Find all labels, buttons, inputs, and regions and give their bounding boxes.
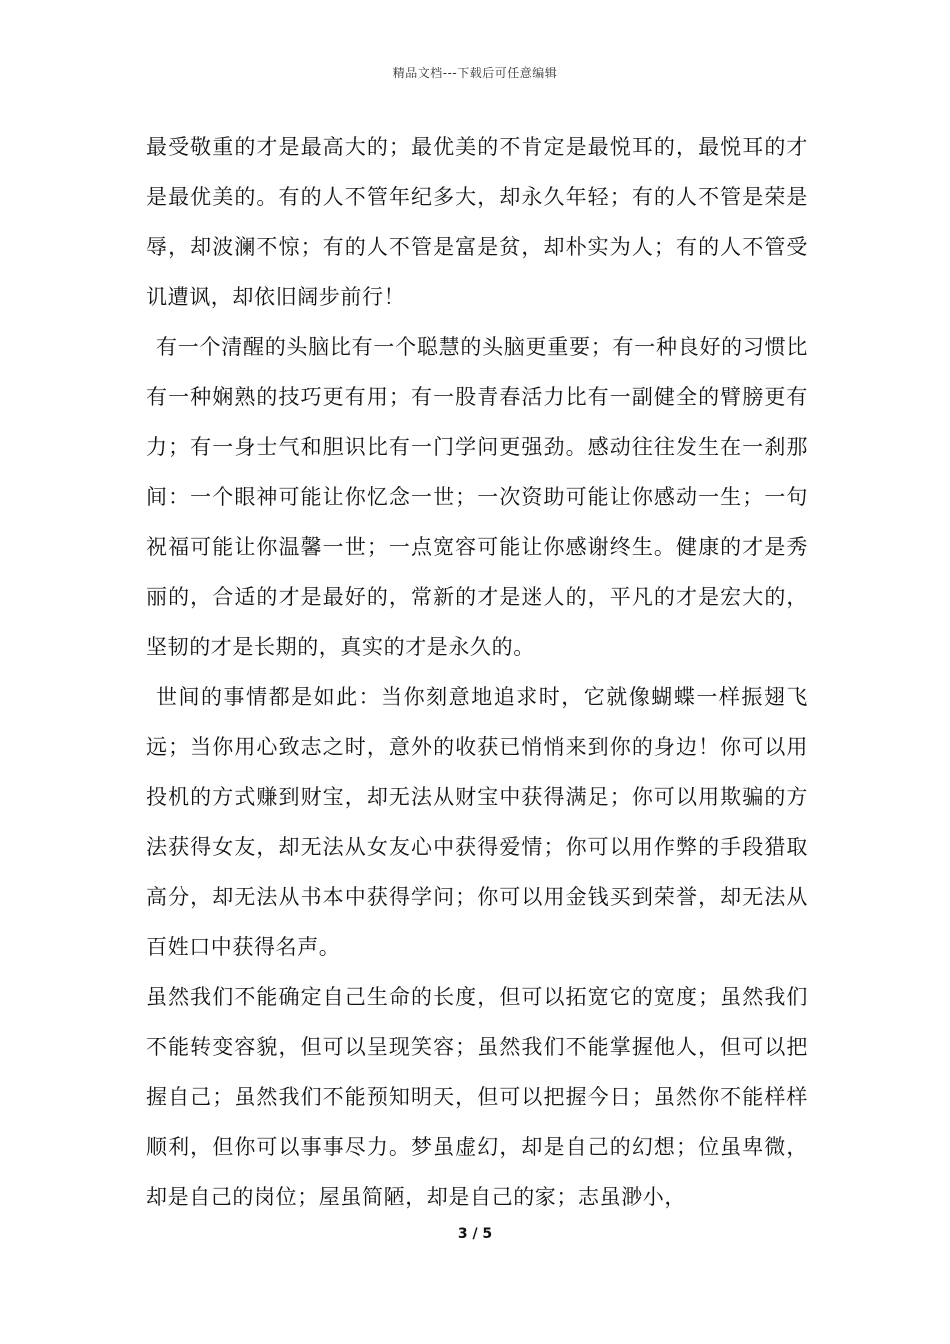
page-header: 精品文档---下载后可任意编辑 (392, 66, 558, 80)
paragraph-4: 虽然我们不能确定自己生命的长度，但可以拓宽它的宽度；虽然我们不能转变容貌，但可以呈现笑容；虽然我们不能掌握他人，但可以把握自己；虽然我们不能预知明天，但可以把握今日；虽然你不能样样顺利，但你可以事事尽力。梦虽虚幻，却是自己的幻想；位虽卑微，却是自己的岗位；屋虽简陋，却是自己的家；志虽渺小， (146, 985, 808, 1209)
paragraph-1: 最受敬重的才是最高大的；最优美的不肯定是最悦耳的，最悦耳的才是最优美的。有的人不管年纪多大，却永久年轻；有的人不管是荣是辱，却波澜不惊；有的人不管是富是贫，却朴实为人；有的人不管受讥遭讽，却依旧阔步前行！ (146, 135, 808, 309)
paragraph-3: 世间的事情都是如此：当你刻意地追求时，它就像蝴蝶一样振翅飞远；当你用心致志之时，意外的收获已悄悄来到你的身边！你可以用投机的方式赚到财宝，却无法从财宝中获得满足；你可以用欺骗的方法获得女友，却无法从女友心中获得爱情；你可以用作弊的手段猎取高分，却无法从书本中获得学问；你可以用金钱买到荣誉，却无法从百姓口中获得名声。 (146, 685, 808, 959)
document-body (146, 122, 808, 1222)
page-number: 3 / 5 (457, 1226, 493, 1242)
paragraph-2: 有一个清醒的头脑比有一个聪慧的头脑更重要；有一种良好的习惯比有一种娴熟的技巧更有用；有一股青春活力比有一副健全的臂膀更有力；有一身士气和胆识比有一门学问更强劲。感动往往发生在一刹那间：一个眼神可能让你忆念一世；一次资助可能让你感动一生；一句祝福可能让你温馨一世；一点宽容可能让你感谢终生。健康的才是秀丽的，合适的才是最好的，常新的才是迷人的，平凡的才是宏大的，坚韧的才是长期的，真实的才是永久的。 (146, 335, 808, 659)
